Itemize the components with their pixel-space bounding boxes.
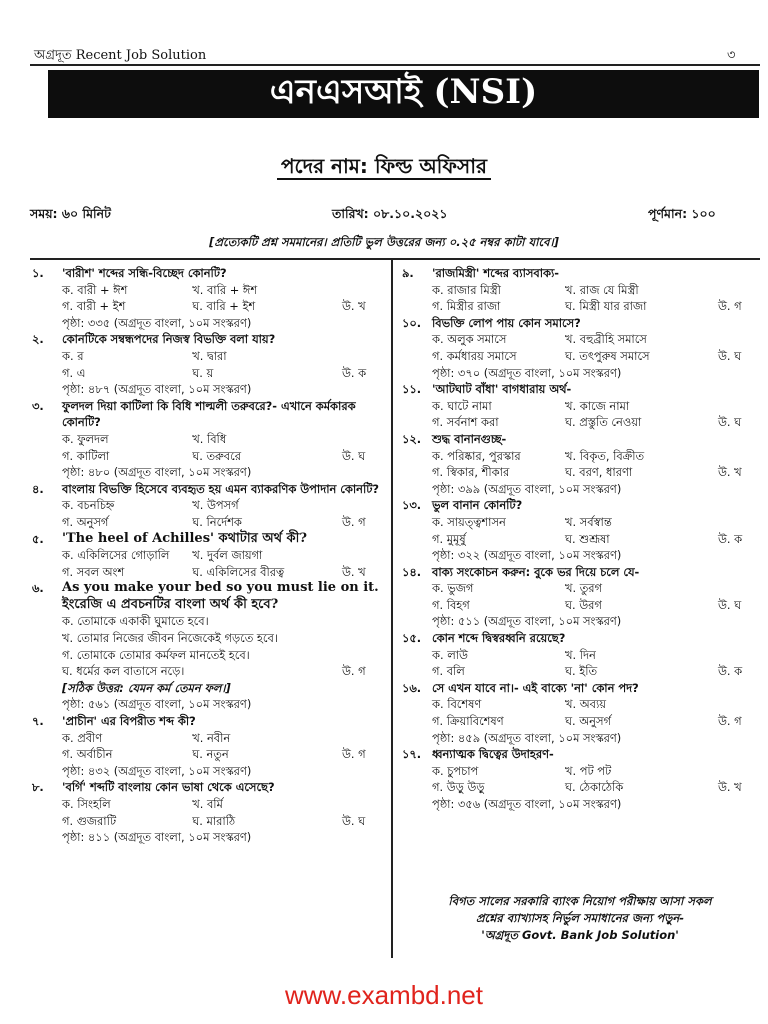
reference: পৃষ্ঠা: ৪৫৯ (অগ্রদূত বাংলা, ১০ম সংস্করণ): [432, 730, 622, 745]
question-item: [402, 630, 758, 680]
question-text: 'The heel of Achilles' কথাটার অর্থ কী?: [62, 530, 307, 546]
question-number: ১৩.: [402, 498, 422, 513]
option-ka: ক. পরিষ্কার, পুরস্কার: [432, 448, 521, 463]
reference: পৃষ্ঠা: ৪১১ (অগ্রদূত বাংলা, ১০ম সংস্করণ): [62, 830, 252, 845]
option-gha: ঘ. মিস্ত্রী যার রাজা: [565, 299, 647, 314]
reference: পৃষ্ঠা: ৪৮৭ (অগ্রদূত বাংলা, ১০ম সংস্করণ): [62, 382, 252, 397]
question-text: শুদ্ধ বানানগুচ্ছ-: [432, 431, 507, 446]
question-item: [402, 431, 758, 497]
option-gha: ঘ. অনুসর্গ: [565, 714, 611, 729]
option-ka: ক. বারী + ঈশ: [62, 282, 128, 297]
answer: উ. গ: [718, 299, 742, 314]
answer: উ. ক: [342, 365, 367, 380]
question-number: ১.: [32, 266, 44, 280]
question-number: ৬.: [32, 581, 44, 596]
answer: উ. খ: [342, 564, 366, 579]
option-gha: ঘ. নির্দেশক: [192, 514, 242, 529]
question-number: ১২.: [402, 431, 422, 446]
option-ga: গ. স্বিকার, শীকার: [432, 465, 510, 480]
option-ka: ক. বচনচিহ্ন: [62, 498, 115, 513]
option-ga: গ. অনুসর্গ: [62, 514, 109, 529]
answer: উ. গ: [342, 664, 366, 679]
promo-line-2: প্রশ্নের ব্যাখ্যাসহ নির্ভুল সমাধানের জন্য পড়ুন-: [475, 911, 685, 925]
question-item: [32, 779, 382, 845]
post-title-text: পদের নাম: ফিল্ড অফিসার: [277, 154, 491, 180]
question-number: ৪.: [32, 481, 44, 496]
answer: উ. ঘ: [342, 813, 366, 828]
option-gha: ঘ. ইতি: [565, 664, 598, 679]
answer: উ. খ: [342, 299, 366, 314]
reference: পৃষ্ঠা: ৫৬১ (অগ্রদূত বাংলা, ১০ম সংস্করণ): [62, 697, 252, 712]
reference: পৃষ্ঠা: ৩৭০ (অগ্রদূত বাংলা, ১০ম সংস্করণ): [432, 365, 622, 380]
option-gha: ঘ. একিলিসের বীরত্ব: [192, 564, 285, 579]
option-kha: খ. উপসর্গ: [192, 498, 239, 513]
page-number: ৩: [727, 48, 736, 63]
exam-time: সময়: ৬০ মিনিট: [30, 206, 111, 221]
question-number: ৮.: [32, 780, 44, 795]
option-gha: ঘ. প্রস্তুতি নেওয়া: [565, 415, 642, 430]
question-number: ১০.: [402, 315, 422, 330]
option-gha: ঘ. উরগ: [565, 597, 602, 612]
answer: উ. গ: [718, 714, 742, 729]
option-ga: গ. মুমূর্ষু: [432, 531, 466, 546]
website-watermark[interactable]: www.exambd.net: [285, 980, 483, 1010]
question-item: [402, 265, 758, 315]
option-gha: ঘ. শুশ্রূষা: [565, 531, 610, 546]
option-ka: ক. চুপচাপ: [432, 763, 479, 778]
option-kha: খ. নবীন: [192, 730, 231, 745]
question-number: ৫.: [32, 531, 44, 546]
question-number: ১১.: [402, 382, 422, 397]
option-ga: গ. বিহগ: [432, 597, 470, 612]
reference: পৃষ্ঠা: ৩৩৫ (অগ্রদূত বাংলা, ১০ম সংস্করণ): [62, 315, 252, 330]
option-kha: খ. তুরগ: [565, 581, 603, 596]
option-kha: খ. রাজ যে মিস্ত্রী: [565, 282, 639, 297]
answer: উ. ক: [718, 664, 743, 679]
post-title: [0, 152, 768, 185]
option-ga: গ. তোমাকে তোমার কর্মফল মানতেই হবে।: [62, 647, 250, 662]
reference: পৃষ্ঠা: ৪৮০ (অগ্রদূত বাংলা, ১০ম সংস্করণ): [62, 465, 252, 480]
question-number: ৯.: [402, 266, 414, 280]
answer: উ. খ: [718, 465, 742, 480]
question-text: ভুল বানান কোনটি?: [432, 498, 523, 513]
question-text: ফুলদল দিয়া কাটিলা কি বিধি শাল্মলী তরুবরে?- এখানে কর্মকারক কোনটি?: [62, 398, 356, 430]
option-ka: ক. ঘাটে নামা: [432, 398, 492, 413]
option-gha: ঘ. ধর্মের কল বাতাসে নড়ে।: [62, 664, 185, 679]
question-number: ২.: [32, 332, 44, 347]
question-text: সে এখন যাবে না।- এই বাক্যে 'না' কোন পদ?: [432, 680, 639, 695]
question-item: [402, 497, 758, 563]
question-item: [32, 265, 382, 331]
promo-note: [395, 893, 765, 944]
answer: উ. ঘ: [718, 348, 742, 363]
question-text: বাংলায় বিভক্তি হিসেবে ব্যবহৃত হয় এমন ব্যাকরণিক উপাদান কোনটি?: [62, 481, 380, 496]
question-text: As you make your bed so you must lie on it. ইংরেজি এ প্রবচনটির বাংলা অর্থ কী হবে?: [62, 580, 379, 612]
question-text: 'প্রাচীন' এর বিপরীত শব্দ কী?: [62, 714, 196, 729]
column-divider: [391, 258, 393, 958]
option-ga: গ. গুজরাটি: [62, 813, 117, 828]
option-kha: খ. পট পট: [565, 763, 612, 778]
option-ka: ক. প্রবীণ: [62, 730, 103, 745]
option-ga: গ. অর্বাচীন: [62, 747, 113, 762]
question-item: [32, 398, 382, 481]
option-kha: খ. দিন: [565, 647, 596, 662]
question-text: কোন শব্দে দ্বিস্বরধ্বনি রয়েছে?: [432, 631, 566, 646]
answer: উ. ঘ: [342, 448, 366, 463]
question-item: [402, 564, 758, 630]
answer: উ. ঘ: [718, 597, 742, 612]
option-gha: ঘ. য়: [192, 365, 214, 380]
question-item: [32, 481, 382, 531]
option-ka: ক. সায়ত্ত্বশাসন: [432, 514, 506, 529]
option-gha: ঘ. তরুবরে: [192, 448, 241, 463]
question-item: [32, 331, 382, 397]
exam-marks: পূর্ণমান: ১০০: [648, 206, 716, 221]
option-ga: গ. বলি: [432, 664, 465, 679]
option-gha: ঘ. মারাঠি: [192, 813, 236, 828]
option-ga: গ. সর্বনাশ করা: [432, 415, 499, 430]
option-ka: ক. বিশেষণ: [432, 697, 482, 712]
option-ka: ক. লাউ: [432, 647, 468, 662]
option-ka: ক. ভুজগ: [432, 581, 474, 596]
option-kha: খ. কাজে নামা: [565, 398, 630, 413]
question-text: বিভক্তি লোপ পায় কোন সমাসে?: [432, 315, 581, 330]
question-text: 'বারীশ' শব্দের সন্ধি-বিচ্ছেদ কোনটি?: [62, 266, 227, 280]
option-ka: ক. র: [62, 348, 84, 363]
option-ka: ক. একিলিসের গোড়ালি: [62, 548, 170, 563]
left-question-column: [32, 265, 382, 846]
option-ga: গ. বারী + ইশ: [62, 299, 126, 314]
question-number: ৩.: [32, 398, 44, 413]
option-kha: খ. বর্মি: [192, 797, 223, 811]
option-kha: খ. অব্যয়: [565, 697, 606, 712]
question-number: ৭.: [32, 714, 44, 729]
question-item: [32, 713, 382, 779]
option-ka: ক. অলুক সমাসে: [432, 332, 507, 347]
option-ga: গ. মিস্ত্রীর রাজা: [432, 299, 501, 314]
marking-note: [প্রত্যেকটি প্রশ্ন সমমানের। প্রতিটি ভুল উত্তরের জন্য ০.২৫ নম্বর কাটা যাবে।]: [209, 235, 559, 249]
option-gha: ঘ. বরণ, ধারণা: [565, 465, 633, 480]
answer: উ. গ: [342, 514, 366, 529]
option-gha: ঘ. বারি + ইশ: [192, 299, 256, 314]
reference: পৃষ্ঠা: ৩৯৯ (অগ্রদূত বাংলা, ১০ম সংস্করণ): [432, 481, 622, 496]
question-text: 'আটঘাট বাঁধা' বাগধারায় অর্থ-: [432, 382, 572, 397]
promo-line-3: 'অগ্রদূত Govt. Bank Job Solution': [481, 928, 679, 942]
option-ga: গ. ক্রিয়াবিশেষণ: [432, 714, 504, 729]
option-kha: খ. বহুব্রীহি সমাসে: [565, 332, 647, 347]
answer: উ. গ: [342, 747, 366, 762]
reference: পৃষ্ঠা: ৩৫৬ (অগ্রদূত বাংলা, ১০ম সংস্করণ): [432, 797, 622, 811]
question-text: বাক্য সংকোচন করুন: বুকে ভর দিয়ে চলে যে-: [432, 564, 640, 579]
publisher-header: অগ্রদূত Recent Job Solution: [34, 48, 207, 63]
question-number: ১৭.: [402, 747, 422, 762]
question-item: [402, 315, 758, 381]
question-number: ১৫.: [402, 631, 422, 646]
option-ka: ক. সিংহলি: [62, 797, 111, 811]
option-ga: গ. এ: [62, 365, 86, 380]
questions-top-rule: [30, 258, 760, 260]
option-ka: ক. রাজার মিস্ত্রী: [432, 282, 501, 297]
reference: পৃষ্ঠা: ৪৩২ (অগ্রদূত বাংলা, ১০ম সংস্করণ): [62, 763, 252, 778]
question-item: [402, 381, 758, 431]
question-text: কোনটিকে সম্বন্ধপদের নিজস্ব বিভক্তি বলা যায়?: [62, 332, 276, 347]
right-question-column: [402, 265, 758, 813]
option-ga: গ. কর্মধারয় সমাসে: [432, 348, 517, 363]
question-number: ১৪.: [402, 564, 422, 579]
answer: উ. ক: [718, 531, 743, 546]
reference: পৃষ্ঠা: ৩২২ (অগ্রদূত বাংলা, ১০ম সংস্করণ): [432, 548, 622, 563]
option-kha: খ. বিকৃত, বিক্রীত: [565, 448, 645, 463]
answer: উ. খ: [718, 780, 742, 795]
exam-banner: এনএসআই (NSI): [48, 70, 759, 118]
answer: উ. ঘ: [718, 415, 742, 430]
option-kha: খ. তোমার নিজের জীবন নিজেকেই গড়তে হবে।: [62, 631, 278, 646]
option-kha: খ. বিধি: [192, 431, 227, 446]
promo-line-1: বিগত সালের সরকারি ব্যাংক নিয়োগ পরীক্ষায় আসা সকল: [448, 894, 712, 908]
option-ka: ক. তোমাকে একাকী ঘুমাতে হবে।: [62, 614, 209, 629]
correct-answer-note: [সঠিক উত্তর: যেমন কর্ম তেমন ফল।]: [62, 680, 231, 695]
option-kha: খ. সর্বস্বান্ত: [565, 514, 612, 529]
exam-date: তারিখ: ০৮.১০.২০২১: [332, 206, 448, 221]
question-text: 'বর্গি' শব্দটি বাংলায় কোন ভাষা থেকে এসেছে?: [62, 780, 275, 795]
option-kha: খ. দ্বারা: [192, 348, 227, 363]
option-ga: গ. উড়ু উড়ু: [432, 780, 485, 795]
option-kha: খ. বারি + ঈশ: [192, 282, 258, 297]
reference: পৃষ্ঠা: ৫১১ (অগ্রদূত বাংলা, ১০ম সংস্করণ): [432, 614, 622, 629]
option-kha: খ. দুর্বল জায়গা: [192, 548, 263, 563]
option-ga: গ. সবল অংশ: [62, 564, 125, 579]
question-item: [32, 531, 382, 581]
option-ka: ক. ফুলদল: [62, 431, 109, 446]
option-gha: ঘ. নতুন: [192, 747, 229, 762]
option-ga: গ. কাটিলা: [62, 448, 110, 463]
question-item: [402, 680, 758, 746]
question-item: [32, 580, 382, 713]
option-gha: ঘ. তৎপুরুষ সমাসে: [565, 348, 650, 363]
question-text: 'রাজমিস্ত্রী' শব্দের ব্যাসবাক্য-: [432, 266, 560, 280]
question-number: ১৬.: [402, 680, 422, 695]
question-text: ধ্বন্যাত্মক দ্বিত্বের উদাহরণ-: [432, 747, 554, 762]
question-item: [402, 746, 758, 812]
option-gha: ঘ. ঠেকাঠেকি: [565, 780, 624, 795]
